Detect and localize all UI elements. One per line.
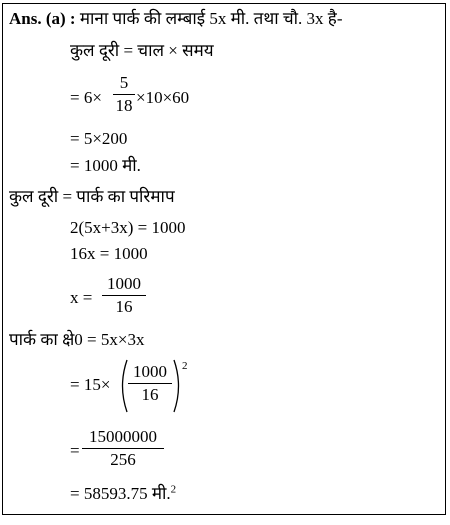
equation-2: 16x = 1000 xyxy=(70,244,148,263)
fraction-15000000-256 xyxy=(82,427,164,470)
calc-step-1-post: ×10×60 xyxy=(136,88,190,107)
fraction-5-18 xyxy=(113,73,135,116)
fraction-numerator: 15000000 xyxy=(89,427,157,446)
fraction-bar xyxy=(128,383,172,384)
area-step-1-exponent: 2 xyxy=(182,360,188,372)
fraction-numerator: 1000 xyxy=(133,362,167,381)
final-result xyxy=(70,484,176,504)
fraction-denominator: 16 xyxy=(141,385,159,404)
equation-1: 2(5x+3x) = 1000 xyxy=(70,218,186,237)
area-step-2-pre: = xyxy=(70,441,80,460)
fraction-bar xyxy=(82,448,164,449)
area-label: पार्क का क्षे0 = 5x×3x xyxy=(9,330,145,349)
final-result-value: = 58593.75 मी. xyxy=(70,484,171,503)
final-result-exponent: 2 xyxy=(170,483,177,496)
fraction-bar xyxy=(113,94,135,95)
answer-prefix: Ans. (a) : xyxy=(9,9,76,28)
fraction-denominator: 16 xyxy=(115,297,133,316)
fraction-numerator: 1000 xyxy=(107,274,141,293)
answer-intro: माना पार्क की लम्बाई 5x मी. तथा चौ. 3x है- xyxy=(79,9,343,28)
equation-3-pre: x = xyxy=(70,288,93,307)
fraction-denominator: 256 xyxy=(110,450,136,469)
calc-step-2: = 5×200 xyxy=(70,129,128,148)
formula-perimeter: कुल दूरी = पार्क का परिमाप xyxy=(9,187,175,206)
formula-distance: कुल दूरी = चाल × समय xyxy=(70,41,214,60)
fraction-denominator: 18 xyxy=(115,96,133,115)
fraction-1000-16-squared xyxy=(128,362,172,405)
answer-box xyxy=(2,3,446,515)
area-step-1-pre: = 15× xyxy=(70,375,111,394)
calc-step-3: = 1000 मी. xyxy=(70,156,141,175)
fraction-numerator: 5 xyxy=(119,73,129,92)
calc-step-1-pre: = 6× xyxy=(70,88,102,107)
answer-heading xyxy=(9,9,343,29)
fraction-1000-16 xyxy=(102,274,146,317)
fraction-bar xyxy=(102,295,146,296)
